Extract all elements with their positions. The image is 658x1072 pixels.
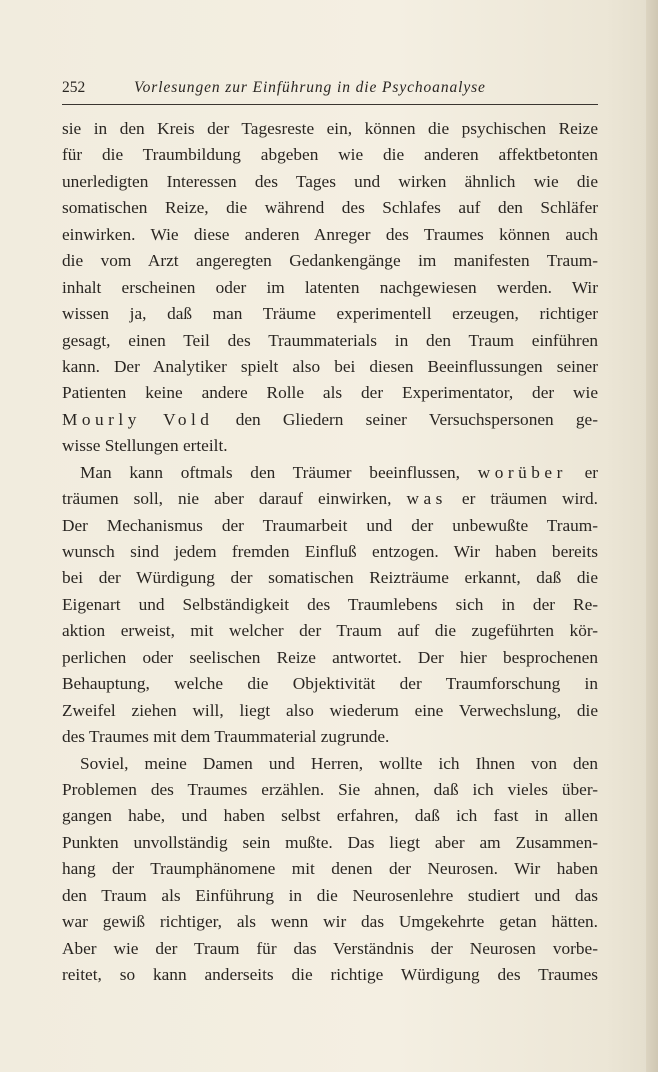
header-rule	[62, 104, 598, 105]
text-line: gangen habe, und haben selbst erfahren, daß ich fast in allen	[62, 806, 598, 826]
text-line: des Traumes mit dem Traummaterial zugrunde.	[62, 727, 390, 747]
text-line: einwirken. Wie diese anderen Anreger des Traumes können auch	[62, 224, 598, 244]
text-line: Behauptung, welche die Objektivität der Traumforschung in	[62, 674, 598, 694]
running-title: Vorlesungen zur Einführung in die Psychoanalyse	[134, 79, 486, 96]
running-header	[62, 76, 598, 100]
text-line: kann. Der Analytiker spielt also bei diesen Beeinflussungen seiner	[62, 356, 598, 376]
text-line: Man kann oftmals den Träumer beeinflussen, worüber er	[80, 462, 598, 482]
text-line: hang der Traumphänomene mit denen der Neurosen. Wir haben	[62, 859, 598, 879]
text-line: Der Mechanismus der Traumarbeit und der unbewußte Traum-	[62, 515, 598, 535]
text-line: Eigenart und Selbständigkeit des Traumlebens sich in der Re-	[62, 594, 598, 614]
text-line: Punkten unvollständig sein mußte. Das liegt aber am Zusammen-	[62, 832, 598, 852]
text-line: wissen ja, daß man Träume experimentell erzeugen, richtiger	[62, 304, 598, 324]
page-number: 252	[62, 79, 86, 96]
text-line: somatischen Reize, die während des Schlafes auf den Schläfer	[62, 198, 598, 218]
text-line: träumen soll, nie aber darauf einwirken, was er träumen wird.	[62, 489, 598, 509]
text-line: sie in den Kreis der Tagesreste ein, können die psychischen Reize	[62, 119, 598, 138]
text-line: inhalt erscheinen oder im latenten nachgewiesen werden. Wir	[62, 277, 598, 297]
text-line: bei der Würdigung der somatischen Reizträume erkannt, daß die	[62, 568, 598, 588]
text-line: den Traum als Einführung in die Neurosenlehre studiert und das	[62, 885, 598, 905]
emphasis-word: was	[406, 489, 447, 509]
text-line: wunsch sind jedem fremden Einfluß entzogen. Wir haben bereits	[62, 542, 598, 561]
text-line: Aber wie der Traum für das Verständnis der Neurosen vorbe-	[62, 938, 598, 958]
text-line: für die Traumbildung abgeben wie die anderen affektbetonten	[62, 145, 598, 165]
emphasis-word: worüber	[477, 462, 567, 482]
text-line: perlichen oder seelischen Reize antwortet. Der hier besprochenen	[62, 647, 598, 667]
text-line: gesagt, einen Teil des Traummaterials in den Traum einführen	[62, 330, 598, 350]
page-gutter	[646, 0, 658, 1072]
text-line: reitet, so kann anderseits die richtige Würdigung des Traumes	[62, 965, 598, 984]
text-line: wisse Stellungen erteilt.	[62, 436, 228, 456]
spaced-name: Mourly	[62, 409, 141, 429]
text-line: Mourly Vold den Gliedern seiner Versuchspersonen ge-	[62, 409, 598, 429]
text-line: unerledigten Interessen des Tages und wirken ähnlich wie die	[62, 171, 598, 191]
body-text	[62, 116, 598, 988]
text-line: Zweifel ziehen will, liegt also wiederum eine Verwechslung, die	[62, 700, 598, 720]
text-line: Soviel, meine Damen und Herren, wollte ich Ihnen von den	[80, 753, 598, 773]
spaced-name: Vold	[163, 409, 214, 429]
text-line: aktion erweist, mit welcher der Traum auf die zugeführten kör-	[62, 621, 598, 641]
text-line: Patienten keine andere Rolle als der Experimentator, der wie	[62, 383, 598, 403]
text-line: war gewiß richtiger, als wenn wir das Umgekehrte getan hätten.	[62, 912, 598, 932]
text-line: die vom Arzt angeregten Gedankengänge im manifesten Traum-	[62, 251, 598, 271]
text-line: Problemen des Traumes erzählen. Sie ahnen, daß ich vieles über-	[62, 779, 598, 799]
